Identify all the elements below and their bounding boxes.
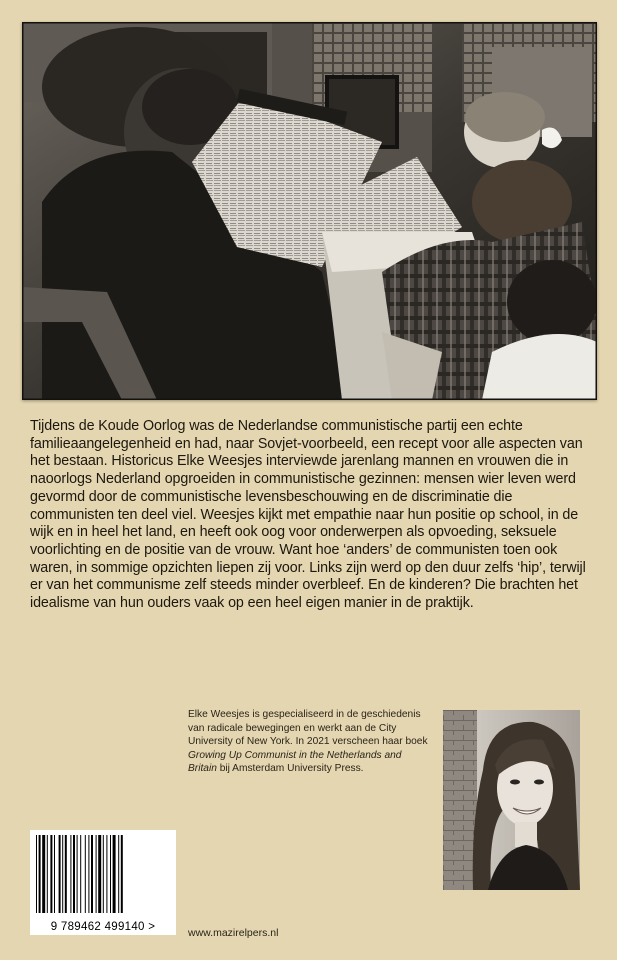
author-photo-image — [443, 710, 580, 890]
barcode-bar — [85, 835, 86, 913]
barcode-bar — [36, 835, 37, 913]
publisher-website: www.mazirelpers.nl — [188, 927, 279, 939]
barcode-bar — [113, 835, 116, 913]
barcode-bars — [34, 835, 172, 913]
author-bio-publisher: bij Amsterdam University Press. — [216, 763, 364, 775]
barcode-bar — [62, 835, 63, 913]
barcode-bar — [39, 835, 41, 913]
isbn-barcode — [30, 830, 176, 935]
barcode-bar — [98, 835, 101, 913]
barcode-bar — [50, 835, 52, 913]
barcode-bar — [80, 835, 81, 913]
barcode-bar — [121, 835, 123, 913]
isbn-number: 9 789462 499140 > — [50, 921, 156, 933]
barcode-bar — [59, 835, 61, 913]
barcode-bar — [77, 835, 78, 913]
barcode-bar — [118, 835, 119, 913]
barcode-bar — [91, 835, 93, 913]
barcode-bar — [42, 835, 45, 913]
barcode-bar — [54, 835, 55, 913]
barcode-bar — [65, 835, 67, 913]
barcode-bar — [47, 835, 48, 913]
barcode-bar — [106, 835, 107, 913]
back-cover-description: Tijdens de Koude Oorlog was de Nederlandse communistische partij een echte familieaangelegenheid en had, naar Sovjet-voorbeeld, een recept voor alle aspecten van het bestaan. Historicus Elke Weesjes interviewde jarenlang mannen en vrouwen die in naoorlogs Nederland opgroeiden in communistische gezinnen: mensen wier leven werd gevormd door de communistische levensbeschouwing en de discriminatie die communisten ten deel viel. Weesjes kijkt met empathie naar hun positie op school, in de wijk en in heel het land, en heeft ook oog voor onderwerpen als opvoeding, seksuele voorlichting en de positie van de vrouw. Want hoe ‘anders’ de communisten toen ook waren, in sommige opzichten liepen zij voor. Links zijn werd op den duur zelfs ‘hip’, terwijl er van het communisme zelf steeds minder overbleef. En de kinderen? Die brachten het idealisme van hun ouders vaak op een heel eigen manier in de praktijk. — [30, 418, 586, 612]
barcode-bar — [70, 835, 71, 913]
cover-photo — [22, 22, 597, 400]
barcode-bar — [103, 835, 104, 913]
barcode-bar — [73, 835, 75, 913]
book-title: Growing Up Communist in the Netherlands and Britain — [188, 749, 402, 775]
family-reading-newspaper-image — [22, 22, 597, 400]
author-bio — [188, 708, 428, 776]
author-portrait — [443, 710, 580, 890]
barcode-bar — [96, 835, 97, 913]
barcode-bar — [88, 835, 89, 913]
barcode-bar — [110, 835, 111, 913]
author-bio-text: Elke Weesjes is gespecialiseerd in de geschiedenis van radicale bewegingen en werkt aan de City University of New York. In 2021 verscheen haar boek — [188, 709, 428, 748]
